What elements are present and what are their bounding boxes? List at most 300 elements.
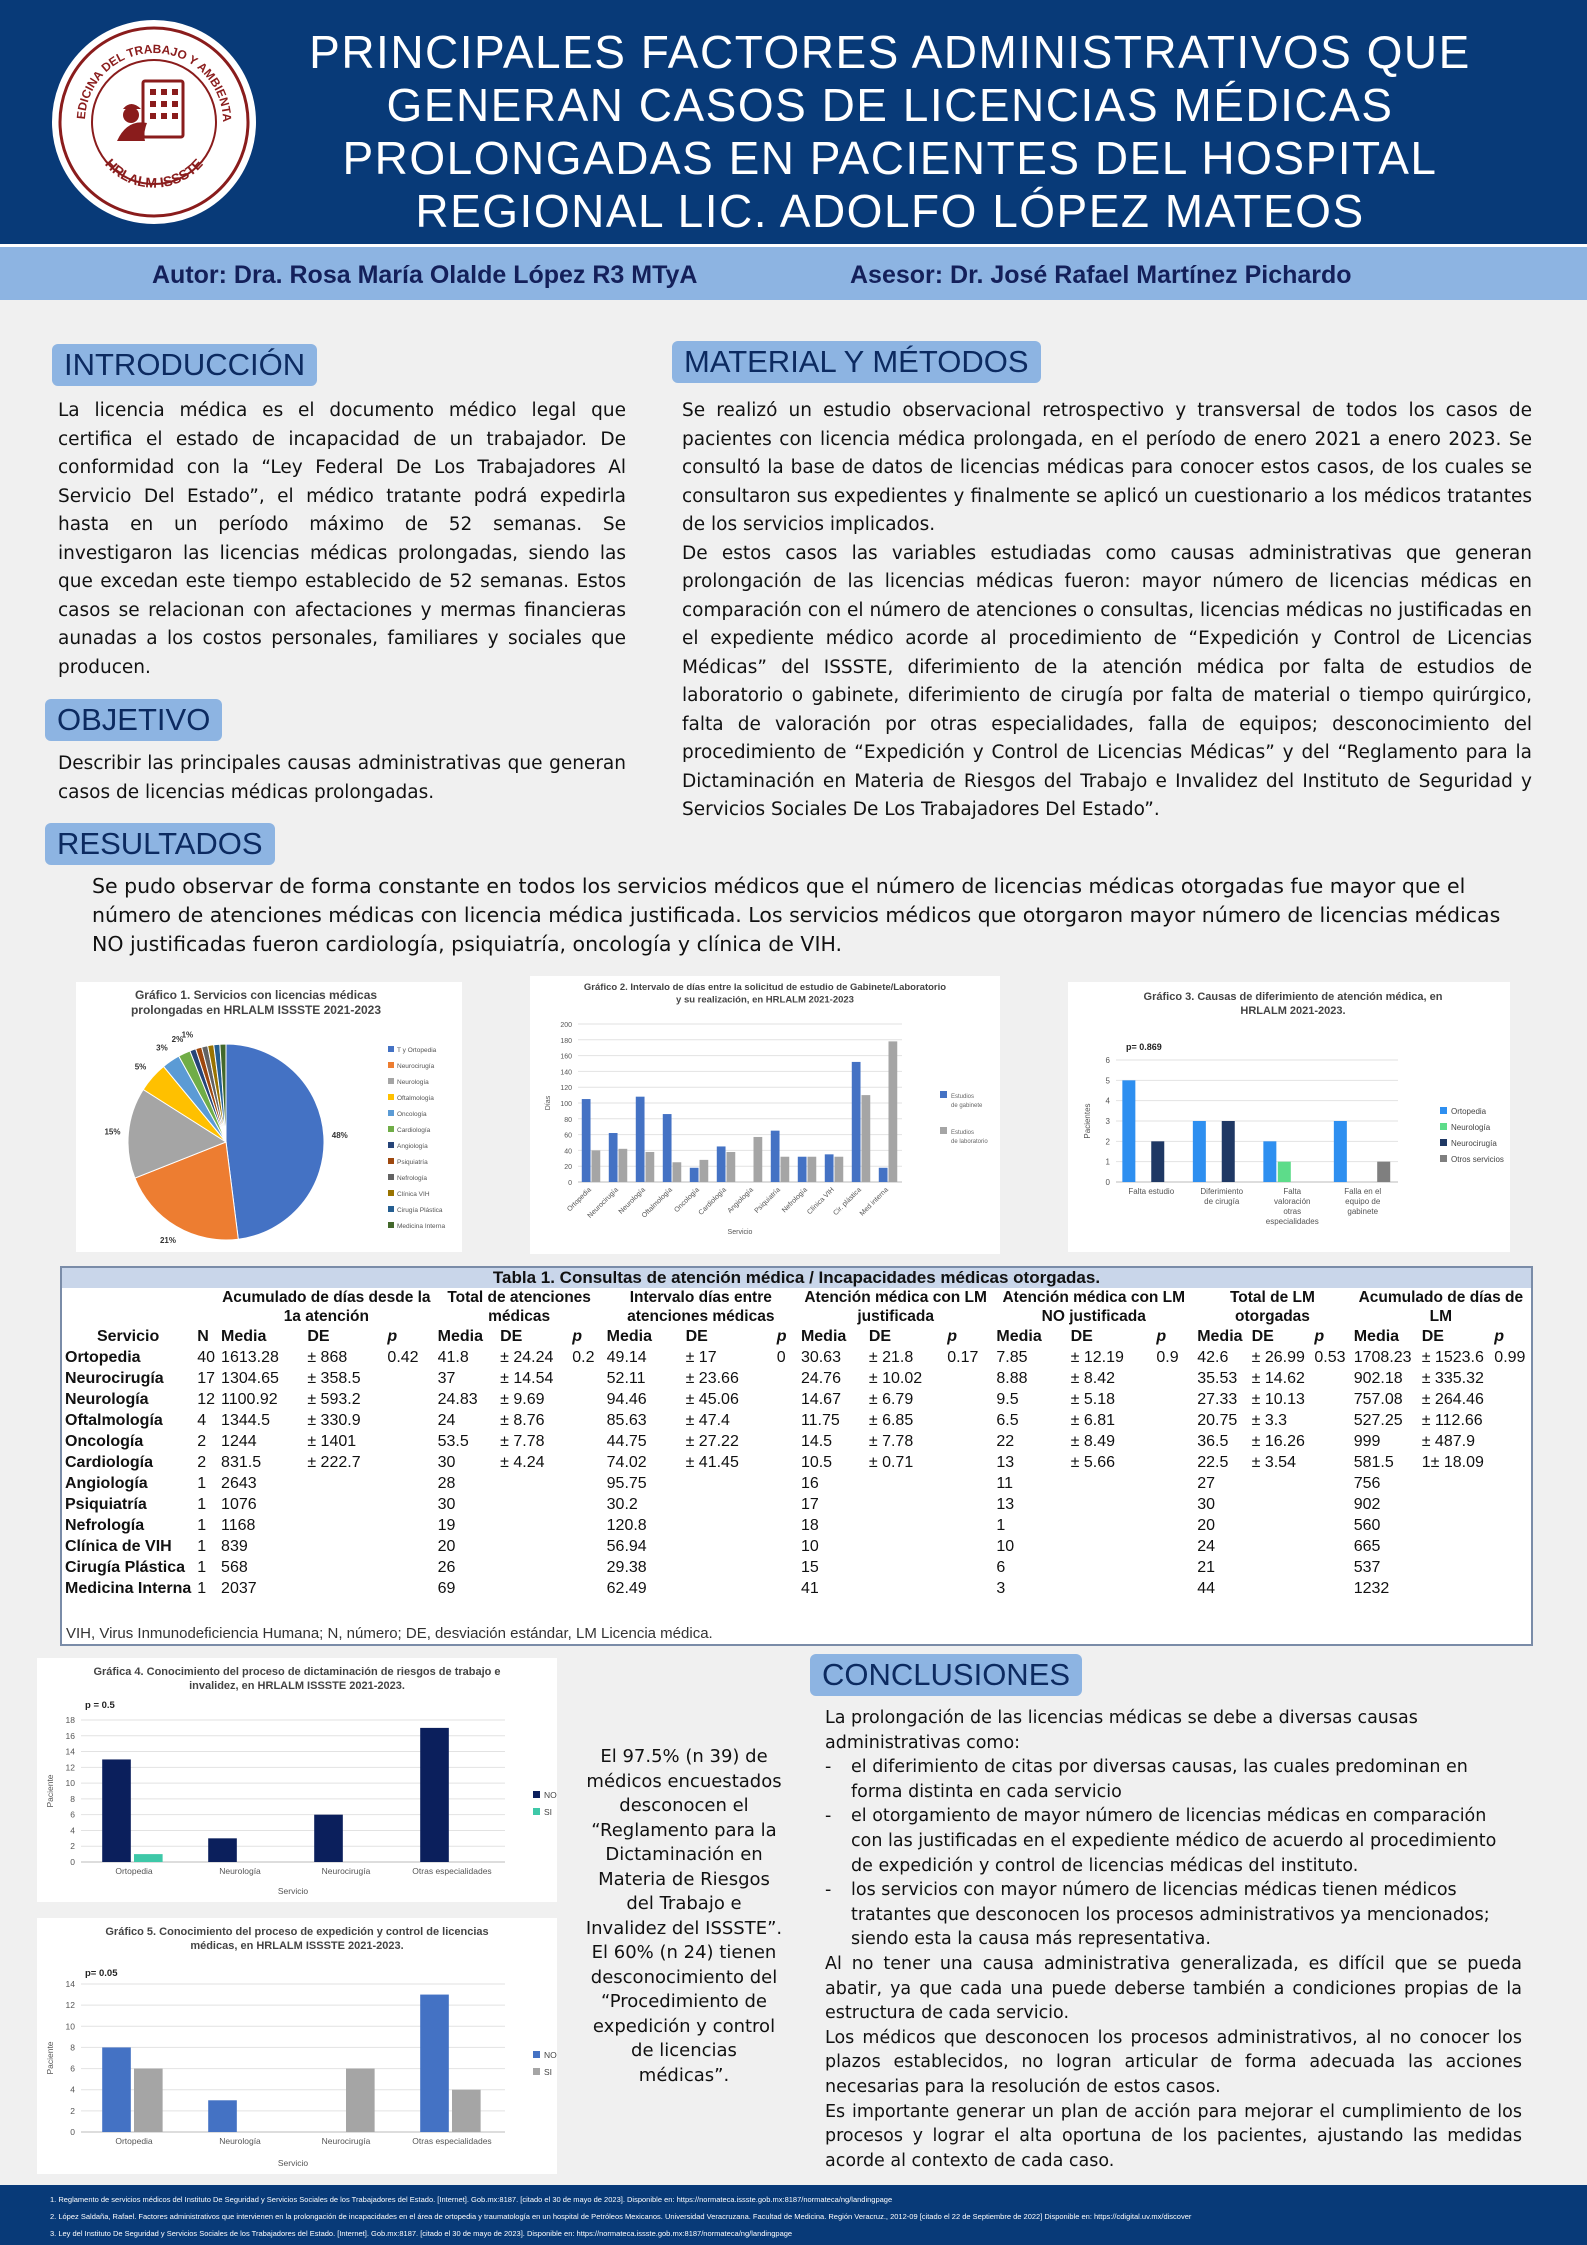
- bar: [1151, 1141, 1164, 1182]
- table-cell: [384, 1557, 434, 1578]
- table-row: [62, 1347, 1531, 1368]
- table-cell: [774, 1578, 798, 1599]
- table-cell: ± 14.54: [500, 1370, 554, 1387]
- table-cell: 21: [1197, 1559, 1215, 1576]
- y-tick-label: 14: [65, 1979, 75, 1989]
- table-cell: 9.5: [996, 1391, 1019, 1408]
- x-tick-label: Otras especialidades: [412, 1866, 492, 1876]
- table-cell: 18: [800, 1517, 819, 1534]
- table-cell: 62.49: [606, 1580, 647, 1597]
- table-cell: [304, 1494, 384, 1515]
- table-cell: [1419, 1494, 1492, 1515]
- table-group-header: Intervalo días entre atenciones médicas: [627, 1289, 775, 1325]
- table-cell: [944, 1578, 993, 1599]
- bar: [346, 2069, 375, 2132]
- y-tick-label: 100: [560, 1101, 572, 1108]
- table-cell: [304, 1473, 384, 1494]
- table-column-header: DE: [1070, 1328, 1093, 1345]
- x-tick-label: Neurocirugía: [586, 1186, 620, 1220]
- table-cell: [1153, 1473, 1194, 1494]
- table-cell: ± 47.4: [685, 1412, 730, 1429]
- table-cell: ± 10.02: [868, 1370, 923, 1387]
- x-tick-label: gabinete: [1347, 1207, 1379, 1216]
- y-tick-label: 4: [70, 1825, 75, 1836]
- table-cell: ± 222.7: [307, 1454, 361, 1471]
- table-cell: ± 5.18: [1070, 1391, 1115, 1408]
- table-cell: [774, 1431, 798, 1452]
- table-cell: 1232: [1353, 1580, 1390, 1597]
- y-tick-label: 0: [1105, 1178, 1110, 1187]
- table-cell: ± 6.81: [1070, 1412, 1115, 1429]
- table-cell: ± 358.5: [307, 1370, 361, 1387]
- table-cell: 1304.65: [221, 1370, 279, 1387]
- bar: [208, 1838, 237, 1862]
- table-cell: [1153, 1431, 1194, 1452]
- table-cell: 42.6: [1197, 1349, 1229, 1366]
- table-cell: [774, 1452, 798, 1473]
- y-tick-label: 60: [564, 1132, 572, 1140]
- table-cell: [774, 1494, 798, 1515]
- bar: [825, 1154, 834, 1182]
- table-cell: [569, 1494, 603, 1515]
- reference-2: 2. López Saldaña, Rafael. Factores administrativos que intervienen en la prolongación de incapacidades en el área de ortopedia y traumatología en un hospital de Petróleos Mexicanos. Universidad Veracruzana. Facultad de Medicina. Región Veracruz., 2012-09 [citado el 22 de Septiembre de 2022] Disponible en: https://cdigital.uv.mx/discover: [50, 2212, 1192, 2221]
- table-cell: ± 27.22: [685, 1433, 739, 1450]
- bar: [862, 1095, 871, 1182]
- table-column-header: DE: [685, 1328, 708, 1345]
- table-cell: 0.2: [572, 1349, 595, 1366]
- table-cell: 120.8: [606, 1517, 647, 1534]
- table-cell: ± 23.66: [685, 1370, 739, 1387]
- table-cell: [384, 1431, 434, 1452]
- legend-entry: Oncología: [397, 1111, 427, 1118]
- legend-swatch: [388, 1158, 394, 1164]
- x-tick-label: Neurocirugía: [321, 2136, 371, 2146]
- table-cell: [1153, 1536, 1194, 1557]
- y-tick-label: 1: [1105, 1157, 1110, 1167]
- table-cell: Cirugía Plástica: [65, 1559, 186, 1576]
- table-cell: [944, 1452, 993, 1473]
- table-note: VIH, Virus Inmunodeficiencia Humana; N, número; DE, desviación estándar, LM Licencia médica.: [66, 1625, 713, 1642]
- table-cell: [866, 1536, 944, 1557]
- table-column-header: Servicio: [96, 1328, 160, 1345]
- y-tick-label: 16: [65, 1730, 75, 1741]
- table-cell: 1708.23: [1353, 1349, 1412, 1366]
- table-row: [62, 1536, 1531, 1557]
- table-cell: 1613.28: [221, 1349, 279, 1366]
- legend-entry: Cirugía Plástica: [397, 1207, 443, 1214]
- chart-2-bars: [530, 976, 1000, 1254]
- table-cell: [1311, 1473, 1350, 1494]
- x-axis-label: Servicio: [727, 1229, 753, 1236]
- table-cell: [774, 1536, 798, 1557]
- methods-text: [682, 397, 1532, 825]
- table-cell: [1153, 1368, 1194, 1389]
- table-cell: [1249, 1578, 1312, 1599]
- chart-title: Gráfico 2. Intervalo de días entre la solicitud de estudio de Gabinete/Laboratorio: [583, 982, 947, 993]
- conclusions-paragraph-3: Los médicos que desconocen los procesos administrativos, al no conocer los plazos establecidos, no logran articular de forma adecuada las acciones necesarias para la resolución de estos casos.: [825, 2027, 1522, 2097]
- y-tick-label: 140: [560, 1069, 572, 1077]
- table-cell: [1249, 1557, 1312, 1578]
- table-cell: [497, 1473, 569, 1494]
- bar: [879, 1168, 888, 1182]
- table-column-header: p: [1156, 1328, 1167, 1345]
- x-tick-label: Oncología: [673, 1186, 701, 1214]
- table-cell: [774, 1557, 798, 1578]
- table-cell: Neurocirugía: [65, 1370, 164, 1387]
- table-cell: [1311, 1452, 1350, 1473]
- table-cell: ± 3.54: [1251, 1454, 1296, 1471]
- table-cell: [944, 1410, 993, 1431]
- table-cell: [1153, 1410, 1194, 1431]
- intro-heading: INTRODUCCIÓN: [52, 344, 317, 386]
- table-cell: [683, 1494, 774, 1515]
- table-cell: 24.83: [437, 1391, 478, 1408]
- table-cell: [304, 1536, 384, 1557]
- bar: [1334, 1121, 1347, 1182]
- table-cell: 8.88: [996, 1370, 1028, 1387]
- table-cell: [683, 1515, 774, 1536]
- table-column-header: Media: [606, 1328, 652, 1345]
- table-cell: 24: [437, 1412, 456, 1429]
- table-cell: ± 6.85: [868, 1412, 914, 1429]
- table-cell: [1491, 1578, 1531, 1599]
- table-cell: [1491, 1473, 1531, 1494]
- bar: [663, 1114, 672, 1182]
- chart-title: y su realización, en HRLALM 2021-2023: [676, 994, 854, 1006]
- table-cell: [1153, 1389, 1194, 1410]
- table-cell: 581.5: [1353, 1454, 1394, 1471]
- table-cell: 0.17: [947, 1349, 979, 1366]
- table-cell: 74.02: [606, 1454, 647, 1471]
- table-cell: ± 17: [685, 1349, 717, 1366]
- table-cell: [866, 1515, 944, 1536]
- table-cell: ± 45.06: [685, 1391, 739, 1408]
- table-cell: [774, 1389, 798, 1410]
- table-cell: [384, 1578, 434, 1599]
- conclusions-intro: La prolongación de las licencias médicas se debe a diversas causas administrativas como:: [825, 1708, 1418, 1753]
- table-cell: 2643: [221, 1475, 257, 1492]
- pie-data-label: 15%: [104, 1127, 121, 1137]
- y-tick-label: 12: [65, 2000, 75, 2011]
- legend-swatch: [388, 1078, 394, 1084]
- table-cell: ± 1401: [307, 1433, 357, 1450]
- bar: [646, 1152, 655, 1182]
- table-row: [62, 1431, 1531, 1452]
- table-cell: 902: [1353, 1496, 1381, 1513]
- table-column-header: DE: [1421, 1328, 1444, 1345]
- table-cell: [1491, 1368, 1531, 1389]
- legend-swatch: [388, 1174, 394, 1180]
- table-cell: 22.5: [1197, 1454, 1229, 1471]
- table-column-header: Media: [800, 1328, 847, 1345]
- table-cell: 15: [800, 1559, 819, 1576]
- table-cell: [1419, 1536, 1492, 1557]
- table-cell: [1249, 1515, 1312, 1536]
- x-axis-label: Servicio: [277, 1886, 309, 1896]
- table-cell: [1311, 1557, 1350, 1578]
- x-tick-label: especialidades: [1265, 1217, 1319, 1226]
- y-tick-label: 5: [1105, 1076, 1110, 1086]
- table-cell: [866, 1473, 944, 1494]
- table-cell: [384, 1389, 434, 1410]
- bar: [754, 1137, 763, 1182]
- table-cell: [1068, 1536, 1154, 1557]
- table-cell: 14.67: [800, 1391, 841, 1408]
- table-cell: 20: [437, 1538, 456, 1555]
- table-cell: [1311, 1410, 1350, 1431]
- table-cell: [774, 1368, 798, 1389]
- bar: [1222, 1121, 1235, 1182]
- table-title: Tabla 1. Consultas de atención médica / Incapacidades médicas otorgadas.: [62, 1268, 1531, 1288]
- table-cell: ± 264.46: [1421, 1391, 1484, 1408]
- p-value-annotation: p= 0.05: [85, 1968, 118, 1979]
- table-cell: [1153, 1578, 1194, 1599]
- table-column-header: Media: [221, 1328, 267, 1345]
- y-tick-label: 14: [65, 1746, 75, 1757]
- table-cell: 44.75: [606, 1433, 647, 1450]
- table-cell: [1491, 1452, 1531, 1473]
- table-cell: 24.76: [800, 1370, 841, 1387]
- bar: [727, 1152, 736, 1182]
- legend-entry: Ortopedia: [1451, 1107, 1487, 1116]
- bar: [1377, 1162, 1390, 1182]
- table-group-header: Acumulado de días desde la 1a atención: [222, 1289, 431, 1325]
- table-cell: ± 868: [307, 1349, 348, 1366]
- y-axis-label: Paciente: [45, 1774, 55, 1808]
- table-cell: ± 487.9: [1421, 1433, 1475, 1450]
- legend-swatch: [1440, 1155, 1447, 1162]
- x-tick-label: Diferimiento: [1200, 1187, 1244, 1196]
- table-group-spacer: [194, 1288, 218, 1326]
- results-text: Se pudo observar de forma constante en todos los servicios médicos que el número de licencias médicas otorgadas fue mayor que el número de atenciones médicas con licencia médica justificada. Los servicios médicos que otorgaron mayor número de licencias médicas NO justificadas fueron cardiología, psiquiatría, oncología y clínica de VIH.: [92, 874, 1501, 956]
- table-cell: [866, 1494, 944, 1515]
- methods-heading: MATERIAL Y MÉTODOS: [672, 341, 1041, 383]
- legend-swatch: [940, 1127, 947, 1134]
- table-cell: 560: [1353, 1517, 1381, 1534]
- legend-entry: Medicina Interna: [397, 1223, 446, 1230]
- table-cell: [1068, 1515, 1154, 1536]
- table-cell: [1311, 1578, 1350, 1599]
- bar: [636, 1097, 645, 1182]
- pie-data-label: 3%: [156, 1043, 168, 1053]
- chart-title: invalidez, en HRLALM ISSSTE 2021-2023.: [189, 1680, 405, 1692]
- x-tick-label: Cir. plástica: [832, 1186, 863, 1218]
- table-cell: ± 10.13: [1251, 1391, 1305, 1408]
- chart-3-figure: [1068, 982, 1510, 1252]
- table-row: [62, 1557, 1531, 1578]
- table-cell: [384, 1494, 434, 1515]
- chart-1-pie: [76, 982, 462, 1252]
- table-cell: 30.63: [800, 1349, 841, 1366]
- table-cell: [1491, 1410, 1531, 1431]
- table-cell: 44: [1197, 1580, 1215, 1597]
- table-cell: [384, 1473, 434, 1494]
- y-tick-label: 8: [70, 2042, 75, 2053]
- logo-text-bottom: HRLALM ISSSTE: [102, 155, 206, 191]
- table-cell: 2037: [221, 1580, 257, 1597]
- table-cell: [1249, 1536, 1312, 1557]
- table-cell: 85.63: [606, 1412, 647, 1429]
- table-cell: 41.8: [437, 1349, 469, 1366]
- bar: [208, 2100, 237, 2132]
- results-heading: RESULTADOS: [45, 823, 275, 865]
- x-tick-label: Neurología: [219, 2136, 261, 2146]
- table-cell: 69: [437, 1580, 456, 1597]
- y-tick-label: 160: [560, 1053, 572, 1061]
- table-cell: 0: [776, 1349, 786, 1366]
- chart-3-bars: [1068, 982, 1510, 1252]
- table-cell: [569, 1389, 603, 1410]
- bar: [771, 1131, 780, 1182]
- y-tick-label: 180: [560, 1037, 572, 1045]
- table-cell: 20.75: [1197, 1412, 1238, 1429]
- table-cell: [866, 1557, 944, 1578]
- table-cell: 40: [197, 1349, 216, 1366]
- table-cell: ± 8.42: [1070, 1370, 1115, 1387]
- table-cell: 3: [996, 1580, 1006, 1597]
- table-cell: ± 16.26: [1251, 1433, 1305, 1450]
- pie-data-label: 1%: [181, 1030, 194, 1040]
- table-column-header: N: [197, 1328, 209, 1345]
- table-cell: [569, 1536, 603, 1557]
- legend-swatch: [940, 1091, 947, 1098]
- table-cell: [569, 1473, 603, 1494]
- bar: [808, 1157, 817, 1182]
- chart-title: Gráfico 1. Servicios con licencias médicas: [134, 988, 378, 1002]
- legend-swatch: [533, 2051, 540, 2058]
- table-cell: Clínica de VIH: [65, 1538, 172, 1555]
- table-cell: [1153, 1557, 1194, 1578]
- table-column-header: DE: [868, 1328, 892, 1345]
- list-item: - los servicios con mayor número de licencias médicas tienen médicos tratantes que desconocen los procesos administrativos ya mencionados; siendo esta la causa más representativa.: [825, 1878, 1522, 1952]
- table-cell: [1153, 1515, 1194, 1536]
- x-tick-label: Med interna: [858, 1186, 890, 1218]
- table-cell: [304, 1515, 384, 1536]
- chart-title: prolongadas en HRLALM ISSSTE 2021-2023: [130, 1003, 382, 1017]
- table-cell: [1068, 1578, 1154, 1599]
- x-tick-label: Falla en el: [1344, 1187, 1382, 1196]
- table-cell: [944, 1494, 993, 1515]
- table-cell: [683, 1578, 774, 1599]
- table-cell: 1344.5: [221, 1412, 270, 1429]
- y-tick-label: 6: [1105, 1056, 1110, 1065]
- table-cell: 1: [197, 1538, 207, 1555]
- table-cell: 831.5: [221, 1454, 262, 1471]
- legend-swatch: [388, 1046, 394, 1052]
- table-group-header: Total de atenciones médicas: [447, 1289, 591, 1325]
- table-cell: [944, 1431, 993, 1452]
- table-cell: ± 7.78: [500, 1433, 545, 1450]
- pie-data-label: 2%: [171, 1034, 184, 1044]
- table-cell: 94.46: [606, 1391, 647, 1408]
- y-tick-label: 18: [65, 1715, 75, 1725]
- y-tick-label: 6: [70, 1809, 75, 1820]
- methods-paragraph-1: Se realizó un estudio observacional retrospectivo y transversal de todos los casos de pacientes con licencia médica prolongada, en el período de enero 2021 a enero 2023. Se consultó la base de datos de licencias médicas para conocer estos casos, de los cuales se consultaron sus expedientes y finalmente se aplicó un cuestionario a los médicos tratantes de los servicios implicados.: [682, 400, 1532, 535]
- table-column-header: p: [1314, 1328, 1325, 1345]
- table-column-header: Media: [1353, 1328, 1400, 1345]
- legend-entry: Cardiología: [397, 1127, 431, 1134]
- legend-entry: Clínica VIH: [397, 1191, 430, 1198]
- table-cell: 1100.92: [221, 1391, 278, 1408]
- x-tick-label: valoración: [1274, 1197, 1311, 1206]
- bar: [852, 1062, 861, 1182]
- table-cell: ± 24.24: [500, 1349, 554, 1366]
- table-cell: 2: [197, 1454, 207, 1471]
- y-tick-label: 2: [1105, 1137, 1110, 1147]
- table-cell: [774, 1410, 798, 1431]
- bar: [835, 1157, 844, 1182]
- table-cell: ± 7.78: [868, 1433, 914, 1450]
- table-cell: ± 112.66: [1421, 1412, 1483, 1429]
- bar: [673, 1162, 682, 1182]
- x-tick-label: otras: [1283, 1207, 1302, 1216]
- table-cell: 28: [437, 1475, 456, 1492]
- table-cell: 36.5: [1197, 1433, 1229, 1450]
- y-axis-label: Paciente: [45, 2041, 55, 2075]
- author-name: Autor: Dra. Rosa María Olalde López R3 MTyA: [152, 261, 698, 289]
- legend-entry: Angiología: [397, 1143, 428, 1150]
- table-cell: 49.14: [606, 1349, 647, 1366]
- y-tick-label: 3: [1105, 1117, 1110, 1126]
- table-cell: [683, 1557, 774, 1578]
- table-cell: [683, 1473, 774, 1494]
- table-cell: 1076: [221, 1496, 257, 1513]
- table-cell: [774, 1473, 798, 1494]
- table-cell: ± 12.19: [1070, 1349, 1124, 1366]
- logo-text-top: EDICINA DEL TRABAJO Y AMBIENTA: [73, 41, 235, 123]
- table-cell: 1: [197, 1496, 207, 1513]
- y-tick-label: 8: [70, 1793, 75, 1804]
- chart-title: Gráfica 4. Conocimiento del proceso de dictaminación de riesgos de trabajo e: [93, 1666, 501, 1678]
- bar: [1193, 1121, 1206, 1182]
- table-cell: [774, 1515, 798, 1536]
- references-footer: [0, 2185, 1587, 2245]
- table-cell: [944, 1473, 993, 1494]
- chart-5-bars: [37, 1918, 557, 2174]
- legend-entry: NO: [544, 2050, 557, 2060]
- table-cell: 839: [221, 1538, 248, 1555]
- table-group-header: Atención médica con LM NO justificada: [1002, 1289, 1186, 1325]
- table-cell: [683, 1536, 774, 1557]
- table-cell: ± 335.32: [1421, 1370, 1484, 1387]
- table-cell: ± 4.24: [500, 1454, 545, 1471]
- x-tick-label: Nefrología: [781, 1186, 809, 1215]
- table-column-header: DE: [500, 1328, 523, 1345]
- table-cell: [1491, 1389, 1531, 1410]
- table-row: [62, 1515, 1531, 1536]
- legend-swatch: [388, 1190, 394, 1196]
- table-cell: 11: [996, 1475, 1013, 1492]
- objective-text: Describir las principales causas administrativas que generan casos de licencias médicas prolongadas.: [58, 753, 626, 803]
- table-cell: [384, 1536, 434, 1557]
- legend-entry: Otros servicios: [1451, 1155, 1504, 1164]
- list-item: - el diferimiento de citas por diversas causas, las cuales predominan en forma distinta en cada servicio: [825, 1755, 1522, 1804]
- table-cell: 17: [197, 1370, 216, 1387]
- table-cell: [944, 1557, 993, 1578]
- table-cell: [569, 1578, 603, 1599]
- table-cell: [304, 1578, 384, 1599]
- y-tick-label: 2: [70, 2105, 75, 2116]
- table-cell: Neurología: [65, 1391, 149, 1408]
- x-tick-label: Neurología: [617, 1186, 647, 1216]
- table-cell: 0.42: [387, 1349, 419, 1366]
- results-table: [60, 1266, 1533, 1646]
- legend-entry: Neurocirugía: [1451, 1139, 1497, 1148]
- table-cell: 10: [800, 1538, 819, 1555]
- table-cell: Angiología: [65, 1475, 148, 1492]
- table-cell: [569, 1431, 603, 1452]
- table-cell: [384, 1452, 434, 1473]
